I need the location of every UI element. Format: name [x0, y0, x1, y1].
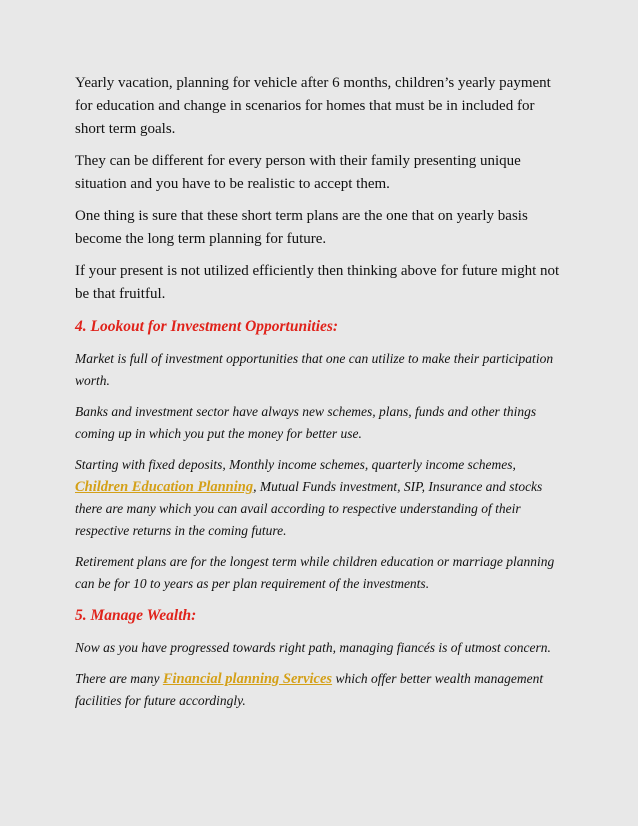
paragraph-retirement-plans: Retirement plans are for the longest term while children education or marriage planning can be for 10 to years as per plan requirement of the investments.: [75, 554, 555, 591]
paragraph-right-path: Now as you have progressed towards right path, managing fiancés is of utmost concern.: [75, 640, 551, 655]
heading-investment-opportunities: 4. Lookout for Investment Opportunities:: [75, 318, 339, 335]
financial-services-text-end: which offer better wealth management facilities for future accordingly.: [75, 671, 544, 708]
paragraph-yearly-basis: One thing is sure that these short term plans are the one that on yearly basis become the long term planning for future.: [75, 208, 528, 247]
heading-manage-wealth: 5. Manage Wealth:: [75, 607, 197, 624]
paragraph-financial-services: [75, 668, 568, 712]
paragraph-short-term-goals: Yearly vacation, planning for vehicle after 6 months, children’s yearly payment for education and change in scenarios for homes that must be in included for short term goals.: [75, 75, 551, 137]
financial-services-text-start: There are many: [75, 671, 163, 686]
paragraph-present-utilized: If your present is not utilized efficiently then thinking above for future might not be that fruitful.: [75, 263, 560, 302]
fixed-deposits-text-start: Starting with fixed deposits, Monthly income schemes, quarterly income schemes,: [75, 457, 516, 472]
paragraph-market-opportunities: Market is full of investment opportunities that one can utilize to make their participation worth.: [75, 351, 554, 388]
children-education-planning-link[interactable]: Children Education Planning: [75, 479, 254, 495]
fixed-deposits-text-end: , Mutual Funds investment, SIP, Insurance and stocks there are many which you can avail according to respective understanding of their respective returns in the coming future.: [75, 479, 543, 538]
paragraph-different-for-everyone: They can be different for every person with their family presenting unique situation and you have to be realistic to accept them.: [75, 153, 521, 192]
paragraph-fixed-deposits: [75, 454, 568, 542]
paragraph-banks-schemes: Banks and investment sector have always new schemes, plans, funds and other things coming up in which you put the money for better use.: [75, 404, 537, 441]
financial-planning-services-link[interactable]: Financial planning Services: [162, 671, 333, 687]
